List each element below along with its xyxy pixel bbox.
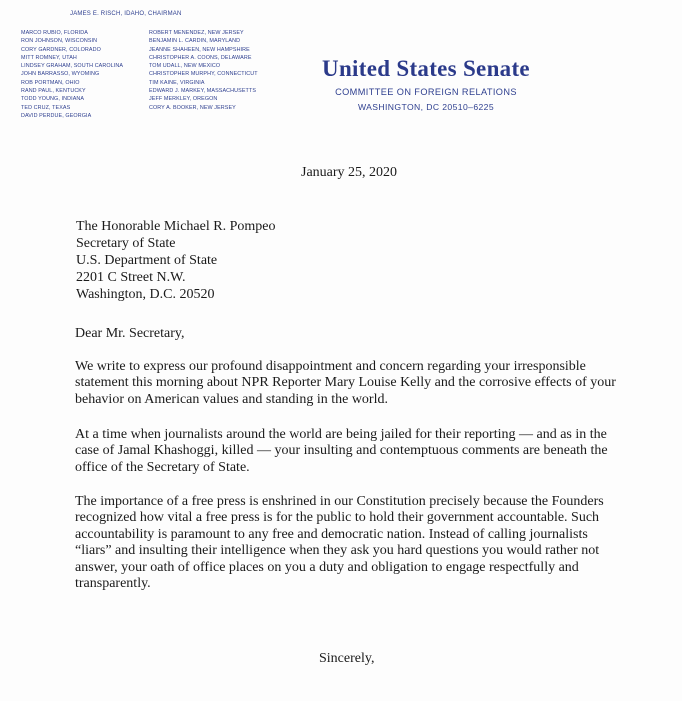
committee-members-majority xyxy=(21,29,123,120)
chairman-line: JAMES E. RISCH, IDAHO, CHAIRMAN xyxy=(70,11,182,17)
letter-date: January 25, 2020 xyxy=(301,165,398,180)
recipient-line: 2201 C Street N.W. xyxy=(76,270,186,285)
body-paragraph: At a time when journalists around the world are being jailed for their reporting — and as in the case of Jamal Khashoggi, killed — your insulting and contemptuous comments are beneath the office of the Secretary of State. xyxy=(75,427,608,475)
committee-address: WASHINGTON, DC 20510–6225 xyxy=(357,102,495,112)
member-name: MARCO RUBIO, FLORIDA xyxy=(21,30,88,36)
member-name: LINDSEY GRAHAM, SOUTH CAROLINA xyxy=(21,63,124,70)
member-name: TOM UDALL, NEW MEXICO xyxy=(149,63,221,70)
recipient-line: Washington, D.C. 20520 xyxy=(76,287,215,302)
recipient-address-block xyxy=(76,218,275,303)
recipient-line: Secretary of State xyxy=(76,236,176,251)
senate-title: United States Senate xyxy=(322,56,530,81)
body-paragraph: We write to express our profound disappointment and concern regarding your irresponsible statement this morning about NPR Reporter Mary Louise Kelly and the corrosive effects of your behavior on American values and standing in the world. xyxy=(75,359,616,407)
body-paragraph: The importance of a free press is enshrined in our Constitution precisely because the Founders recognized how vital a free press is for the public to hold their government accountable. Such accountability is paramount to any free and democratic nation. Instead of calling journalists “liars” and insulting their intelligence when they ask you hard questions you would rather not answer, your oath of office places on you a duty and obligation to engage respectfully and transparently. xyxy=(75,494,604,592)
senate-letterhead xyxy=(318,56,534,112)
member-name: RON JOHNSON, WISCONSIN xyxy=(21,38,98,45)
member-name: JEFF MERKLEY, OREGON xyxy=(149,96,218,103)
member-name: CORY A. BOOKER, NEW JERSEY xyxy=(149,104,236,111)
member-name: CORY GARDNER, COLORADO xyxy=(21,46,101,53)
member-name: BENJAMIN L. CARDIN, MARYLAND xyxy=(149,38,241,45)
member-name: JEANNE SHAHEEN, NEW HAMPSHIRE xyxy=(149,46,250,53)
member-name: JOHN BARRASSO, WYOMING xyxy=(21,71,100,78)
member-name: RAND PAUL, KENTUCKY xyxy=(21,88,86,95)
salutation: Dear Mr. Secretary, xyxy=(75,326,185,341)
committee-members-minority xyxy=(149,29,258,112)
member-name: MITT ROMNEY, UTAH xyxy=(21,54,77,61)
recipient-line: The Honorable Michael R. Pompeo xyxy=(76,219,276,234)
member-name: DAVID PERDUE, GEORGIA xyxy=(21,112,92,119)
recipient-line: U.S. Department of State xyxy=(76,253,218,268)
member-name: TODD YOUNG, INDIANA xyxy=(21,96,85,103)
member-name: ROBERT MENENDEZ, NEW JERSEY xyxy=(149,30,244,36)
member-name: CHRISTOPHER MURPHY, CONNECTICUT xyxy=(149,71,258,78)
member-name: CHRISTOPHER A. COONS, DELAWARE xyxy=(149,54,252,61)
member-name: TIM KAINE, VIRGINIA xyxy=(149,79,205,86)
member-name: ROB PORTMAN, OHIO xyxy=(21,79,80,86)
committee-name: COMMITTEE ON FOREIGN RELATIONS xyxy=(335,87,517,97)
member-name: TED CRUZ, TEXAS xyxy=(21,104,71,111)
closing: Sincerely, xyxy=(319,651,375,666)
member-name: EDWARD J. MARKEY, MASSACHUSETTS xyxy=(149,88,257,95)
